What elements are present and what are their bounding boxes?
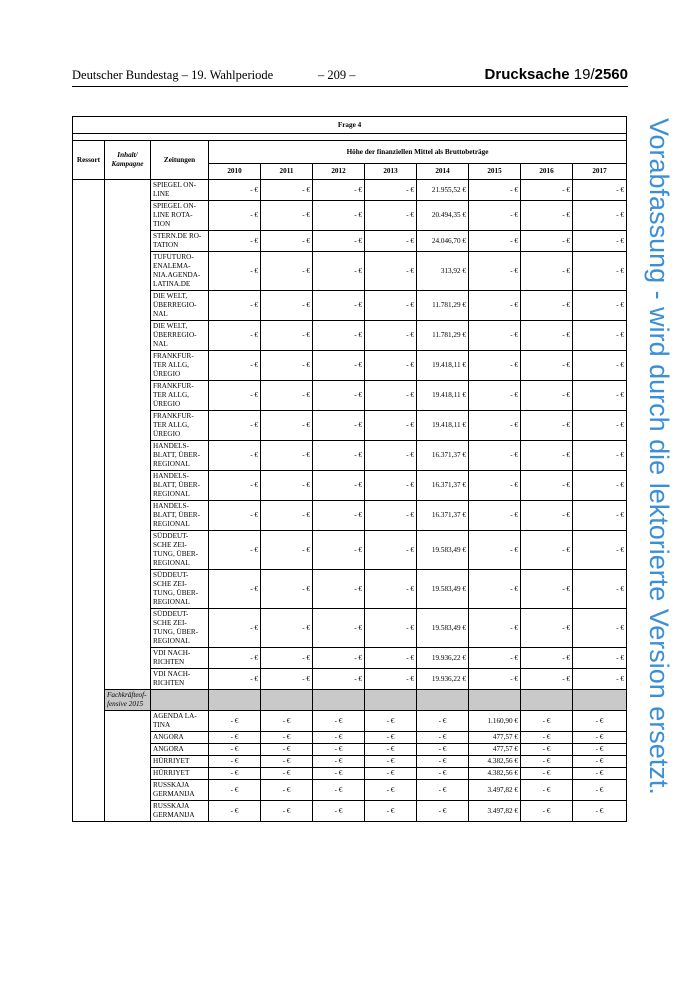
newspaper-name: VDI NACH-RICHTEN [151, 669, 209, 690]
table-row [73, 801, 627, 822]
amount-cell: - € [469, 570, 521, 609]
amount-cell: - € [209, 780, 261, 801]
amount-cell: - € [573, 351, 627, 381]
section-empty-cell [573, 690, 627, 711]
newspaper-name: SPIEGEL ON-LINE ROTA-TION [151, 201, 209, 231]
amount-cell: - € [573, 471, 627, 501]
amount-cell: - € [521, 501, 573, 531]
amount-cell: - € [469, 531, 521, 570]
amount-cell: - € [209, 351, 261, 381]
amount-cell: - € [209, 756, 261, 768]
amount-cell: - € [521, 780, 573, 801]
amount-cell: - € [209, 531, 261, 570]
amount-cell: - € [573, 531, 627, 570]
amount-cell: - € [521, 321, 573, 351]
header-page-number: – 209 – [318, 68, 356, 82]
amount-cell: - € [573, 252, 627, 291]
amount-cell: - € [209, 768, 261, 780]
amount-cell: - € [365, 756, 417, 768]
amount-cell: - € [313, 732, 365, 744]
section-label: Fachkräfteof-fensive 2015 [105, 690, 151, 711]
section-empty-cell [151, 690, 209, 711]
newspaper-name: HANDELS-BLATT, ÜBER-REGIONAL [151, 471, 209, 501]
amount-cell: 3.497,82 € [469, 780, 521, 801]
amount-cell: - € [573, 801, 627, 822]
newspaper-name: RUSSKAJA GERMANIJA [151, 801, 209, 822]
amount-cell: - € [261, 780, 313, 801]
amount-cell: - € [573, 609, 627, 648]
newspaper-name: STERN.DE RO-TATION [151, 231, 209, 252]
amount-cell: - € [521, 732, 573, 744]
year-header: 2013 [365, 164, 417, 180]
section-empty-cell [313, 690, 365, 711]
table-row [73, 609, 627, 648]
amount-cell: - € [261, 732, 313, 744]
amount-cell: - € [209, 441, 261, 471]
amount-cell: - € [209, 669, 261, 690]
col-inhalt: Inhalt/ Kampagne [105, 141, 151, 180]
inhalt-cell [105, 180, 151, 690]
amount-cell: - € [469, 411, 521, 441]
amount-cell: - € [521, 351, 573, 381]
amount-cell: - € [261, 381, 313, 411]
table-row [73, 768, 627, 780]
amount-cell: - € [313, 231, 365, 252]
amount-cell: - € [469, 252, 521, 291]
amount-cell: - € [521, 291, 573, 321]
amount-cell: - € [573, 570, 627, 609]
section-row [73, 690, 627, 711]
amount-cell: 11.781,29 € [417, 321, 469, 351]
newspaper-name: SPIEGEL ON-LINE [151, 180, 209, 201]
watermark [640, 118, 680, 908]
amount-cell: - € [521, 768, 573, 780]
amount-cell: - € [209, 231, 261, 252]
amount-cell: - € [313, 711, 365, 732]
amount-cell: - € [261, 291, 313, 321]
table-row [73, 732, 627, 744]
amount-cell: - € [573, 768, 627, 780]
table-frage: Frage 4 [73, 117, 627, 134]
section-empty-cell [417, 690, 469, 711]
amount-cell: - € [261, 501, 313, 531]
amount-cell: - € [365, 648, 417, 669]
amount-cell: - € [573, 231, 627, 252]
table-row [73, 321, 627, 351]
amount-cell: - € [313, 609, 365, 648]
amount-cell: - € [417, 744, 469, 756]
amount-cell: - € [573, 381, 627, 411]
inhalt-cell [105, 711, 151, 822]
amount-cell: 24.046,70 € [417, 231, 469, 252]
amount-cell: - € [469, 201, 521, 231]
newspaper-name: ANGORA [151, 744, 209, 756]
amount-cell: - € [417, 756, 469, 768]
amount-cell: - € [365, 711, 417, 732]
amount-cell: - € [521, 411, 573, 441]
newspaper-name: RUSSKAJA GERMANIJA [151, 780, 209, 801]
newspaper-name: SÜDDEUT-SCHE ZEI-TUNG, ÜBER-REGIONAL [151, 531, 209, 570]
table-row [73, 441, 627, 471]
amount-cell: - € [313, 768, 365, 780]
amount-cell: - € [261, 669, 313, 690]
drucksache-number-a: 19/ [573, 66, 595, 83]
newspaper-name: HÜRRIYET [151, 756, 209, 768]
amount-cell: - € [209, 381, 261, 411]
amount-cell: - € [521, 471, 573, 501]
amount-cell: - € [469, 321, 521, 351]
amount-cell: 477,57 € [469, 744, 521, 756]
amount-cell: - € [417, 711, 469, 732]
amount-cell: - € [365, 732, 417, 744]
table-row [73, 180, 627, 201]
amount-cell: 4.382,56 € [469, 756, 521, 768]
amount-cell: - € [521, 570, 573, 609]
amount-cell: - € [209, 570, 261, 609]
amount-cell: - € [209, 291, 261, 321]
amount-cell: - € [521, 201, 573, 231]
watermark-text: Vorabfassung - wird durch die lektorierte Version ersetzt. [644, 118, 674, 795]
amount-cell: - € [521, 669, 573, 690]
amount-cell: - € [261, 711, 313, 732]
table-row [73, 381, 627, 411]
amount-cell: - € [313, 351, 365, 381]
amount-cell: - € [469, 231, 521, 252]
newspaper-name: TUFUTURO-ENALEMA-NIA.AGENDA-LATINA.DE [151, 252, 209, 291]
table-row [73, 252, 627, 291]
amount-cell: - € [209, 321, 261, 351]
amount-cell: - € [313, 291, 365, 321]
amount-cell: - € [365, 411, 417, 441]
amount-cell: - € [365, 669, 417, 690]
amount-cell: - € [469, 648, 521, 669]
newspaper-name: FRANKFUR-TER ALLG, ÜREGIO [151, 381, 209, 411]
col-ressort: Ressort [73, 141, 105, 180]
amount-cell: - € [209, 411, 261, 441]
table-row [73, 744, 627, 756]
amount-cell: - € [261, 531, 313, 570]
amount-cell: - € [521, 801, 573, 822]
amount-cell: - € [521, 609, 573, 648]
year-header: 2011 [261, 164, 313, 180]
table-row [73, 201, 627, 231]
table-row [73, 471, 627, 501]
amount-cell: - € [417, 801, 469, 822]
amount-cell: - € [261, 801, 313, 822]
amount-cell: - € [365, 441, 417, 471]
amount-cell: - € [469, 609, 521, 648]
amount-cell: - € [573, 648, 627, 669]
table-row [73, 291, 627, 321]
newspaper-name: HANDELS-BLATT, ÜBER-REGIONAL [151, 441, 209, 471]
header-drucksache [485, 66, 628, 83]
amount-cell: - € [365, 531, 417, 570]
amount-cell: 21.955,52 € [417, 180, 469, 201]
amount-cell: - € [261, 756, 313, 768]
year-header: 2014 [417, 164, 469, 180]
amount-cell: 19.583,49 € [417, 609, 469, 648]
amount-cell: - € [521, 381, 573, 411]
amount-cell: - € [365, 231, 417, 252]
amount-cell: - € [313, 744, 365, 756]
amount-cell: - € [209, 201, 261, 231]
section-empty-cell [365, 690, 417, 711]
newspaper-name: ANGORA [151, 732, 209, 744]
amount-cell: - € [313, 756, 365, 768]
amount-cell: - € [521, 711, 573, 732]
newspaper-name: FRANKFUR-TER ALLG, ÜREGIO [151, 411, 209, 441]
amount-cell: - € [209, 648, 261, 669]
amount-cell: - € [313, 321, 365, 351]
newspaper-name: HANDELS-BLATT, ÜBER-REGIONAL [151, 501, 209, 531]
table-row [73, 669, 627, 690]
amount-cell: - € [365, 471, 417, 501]
amount-cell: - € [521, 744, 573, 756]
amount-cell: - € [365, 780, 417, 801]
amount-cell: 11.781,29 € [417, 291, 469, 321]
amount-cell: 19.418,11 € [417, 381, 469, 411]
table-row [73, 531, 627, 570]
amount-cell: - € [365, 801, 417, 822]
amount-cell: 477,57 € [469, 732, 521, 744]
amount-cell: - € [469, 471, 521, 501]
amount-cell: - € [261, 180, 313, 201]
table-row [73, 411, 627, 441]
amount-cell: - € [573, 756, 627, 768]
amount-cell: - € [313, 648, 365, 669]
year-header: 2015 [469, 164, 521, 180]
amount-cell: - € [469, 501, 521, 531]
amount-cell: - € [209, 732, 261, 744]
amount-cell: - € [365, 609, 417, 648]
amount-cell: - € [417, 768, 469, 780]
table-row [73, 231, 627, 252]
newspaper-name: AGENDA LA-TINA [151, 711, 209, 732]
amount-cell: 313,92 € [417, 252, 469, 291]
amount-cell: - € [313, 801, 365, 822]
amount-cell: - € [469, 381, 521, 411]
amount-cell: - € [365, 570, 417, 609]
amount-cell: 19.583,49 € [417, 531, 469, 570]
amount-cell: - € [313, 201, 365, 231]
amount-cell: - € [573, 732, 627, 744]
amount-cell: - € [469, 351, 521, 381]
amount-cell: - € [261, 648, 313, 669]
newspaper-name: DIE WELT, ÜBERREGIO-NAL [151, 321, 209, 351]
amount-cell: - € [365, 501, 417, 531]
amount-cell: - € [313, 501, 365, 531]
amount-cell: - € [469, 441, 521, 471]
amount-cell: - € [573, 291, 627, 321]
amount-cell: - € [313, 780, 365, 801]
amount-cell: - € [313, 252, 365, 291]
header-parliament: Deutscher Bundestag – 19. Wahlperiode [72, 68, 274, 82]
year-header: 2017 [573, 164, 627, 180]
amount-cell: - € [261, 231, 313, 252]
amount-cell: - € [209, 501, 261, 531]
year-header: 2016 [521, 164, 573, 180]
amount-cell: - € [573, 501, 627, 531]
amount-cell: - € [573, 321, 627, 351]
table-row [73, 570, 627, 609]
amount-cell: - € [573, 669, 627, 690]
drucksache-label: Drucksache [484, 66, 570, 83]
amount-cell: - € [469, 291, 521, 321]
amount-cell: - € [573, 711, 627, 732]
amount-cell: - € [261, 321, 313, 351]
amount-cell: 19.418,11 € [417, 351, 469, 381]
amount-cell: - € [365, 381, 417, 411]
amount-cell: - € [365, 768, 417, 780]
amount-cell: 19.418,11 € [417, 411, 469, 441]
amount-cell: - € [521, 180, 573, 201]
table-row [73, 501, 627, 531]
amount-cell: - € [261, 441, 313, 471]
amount-cell: - € [313, 471, 365, 501]
amount-cell: - € [261, 471, 313, 501]
year-header: 2012 [313, 164, 365, 180]
newspaper-name: DIE WELT, ÜBERREGIO-NAL [151, 291, 209, 321]
amount-cell: - € [261, 411, 313, 441]
table-row [73, 351, 627, 381]
amount-cell: - € [209, 801, 261, 822]
group-title: Höhe der finanziellen Mittel als Bruttobeträge [209, 141, 627, 164]
table-row [73, 756, 627, 768]
amount-cell: 19.936,22 € [417, 669, 469, 690]
amount-cell: - € [573, 201, 627, 231]
funding-table [72, 116, 627, 822]
amount-cell: - € [261, 201, 313, 231]
amount-cell: - € [521, 252, 573, 291]
section-empty-cell [261, 690, 313, 711]
amount-cell: - € [313, 570, 365, 609]
year-header: 2010 [209, 164, 261, 180]
table-gap [73, 134, 627, 141]
newspaper-name: SÜDDEUT-SCHE ZEI-TUNG, ÜBER-REGIONAL [151, 570, 209, 609]
ressort-cell [73, 180, 105, 822]
amount-cell: - € [313, 180, 365, 201]
amount-cell: - € [209, 744, 261, 756]
amount-cell: - € [313, 669, 365, 690]
amount-cell: - € [469, 669, 521, 690]
amount-cell: - € [573, 180, 627, 201]
amount-cell: - € [417, 780, 469, 801]
table-row [73, 711, 627, 732]
amount-cell: - € [365, 291, 417, 321]
amount-cell: 16.371,37 € [417, 471, 469, 501]
col-zeitungen: Zeitungen [151, 141, 209, 180]
amount-cell: - € [469, 180, 521, 201]
newspaper-name: VDI NACH-RICHTEN [151, 648, 209, 669]
amount-cell: - € [521, 531, 573, 570]
table-row [73, 648, 627, 669]
section-empty-cell [521, 690, 573, 711]
amount-cell: - € [209, 711, 261, 732]
amount-cell: - € [365, 252, 417, 291]
amount-cell: - € [313, 411, 365, 441]
newspaper-name: HÜRRIYET [151, 768, 209, 780]
amount-cell: - € [365, 351, 417, 381]
amount-cell: - € [209, 471, 261, 501]
amount-cell: - € [573, 441, 627, 471]
amount-cell: - € [365, 180, 417, 201]
amount-cell: - € [573, 411, 627, 441]
newspaper-name: SÜDDEUT-SCHE ZEI-TUNG, ÜBER-REGIONAL [151, 609, 209, 648]
amount-cell: - € [417, 732, 469, 744]
amount-cell: 4.382,56 € [469, 768, 521, 780]
amount-cell: - € [573, 780, 627, 801]
amount-cell: - € [261, 768, 313, 780]
amount-cell: - € [521, 756, 573, 768]
amount-cell: - € [521, 231, 573, 252]
amount-cell: 3.497,82 € [469, 801, 521, 822]
amount-cell: 1.160,90 € [469, 711, 521, 732]
amount-cell: - € [209, 252, 261, 291]
amount-cell: - € [261, 351, 313, 381]
section-empty-cell [209, 690, 261, 711]
amount-cell: - € [365, 201, 417, 231]
drucksache-number-b: 2560 [594, 66, 628, 83]
amount-cell: 19.936,22 € [417, 648, 469, 669]
amount-cell: - € [521, 441, 573, 471]
amount-cell: - € [261, 252, 313, 291]
amount-cell: 16.371,37 € [417, 501, 469, 531]
section-empty-cell [469, 690, 521, 711]
amount-cell: - € [573, 744, 627, 756]
amount-cell: 20.494,35 € [417, 201, 469, 231]
amount-cell: - € [521, 648, 573, 669]
amount-cell: - € [261, 744, 313, 756]
amount-cell: 19.583,49 € [417, 570, 469, 609]
amount-cell: - € [365, 744, 417, 756]
amount-cell: - € [365, 321, 417, 351]
amount-cell: - € [313, 531, 365, 570]
amount-cell: - € [209, 180, 261, 201]
amount-cell: - € [313, 381, 365, 411]
page-header [72, 66, 628, 87]
amount-cell: 16.371,37 € [417, 441, 469, 471]
table-row [73, 780, 627, 801]
amount-cell: - € [209, 609, 261, 648]
amount-cell: - € [261, 609, 313, 648]
amount-cell: - € [261, 570, 313, 609]
newspaper-name: FRANKFUR-TER ALLG, ÜREGIO [151, 351, 209, 381]
amount-cell: - € [313, 441, 365, 471]
